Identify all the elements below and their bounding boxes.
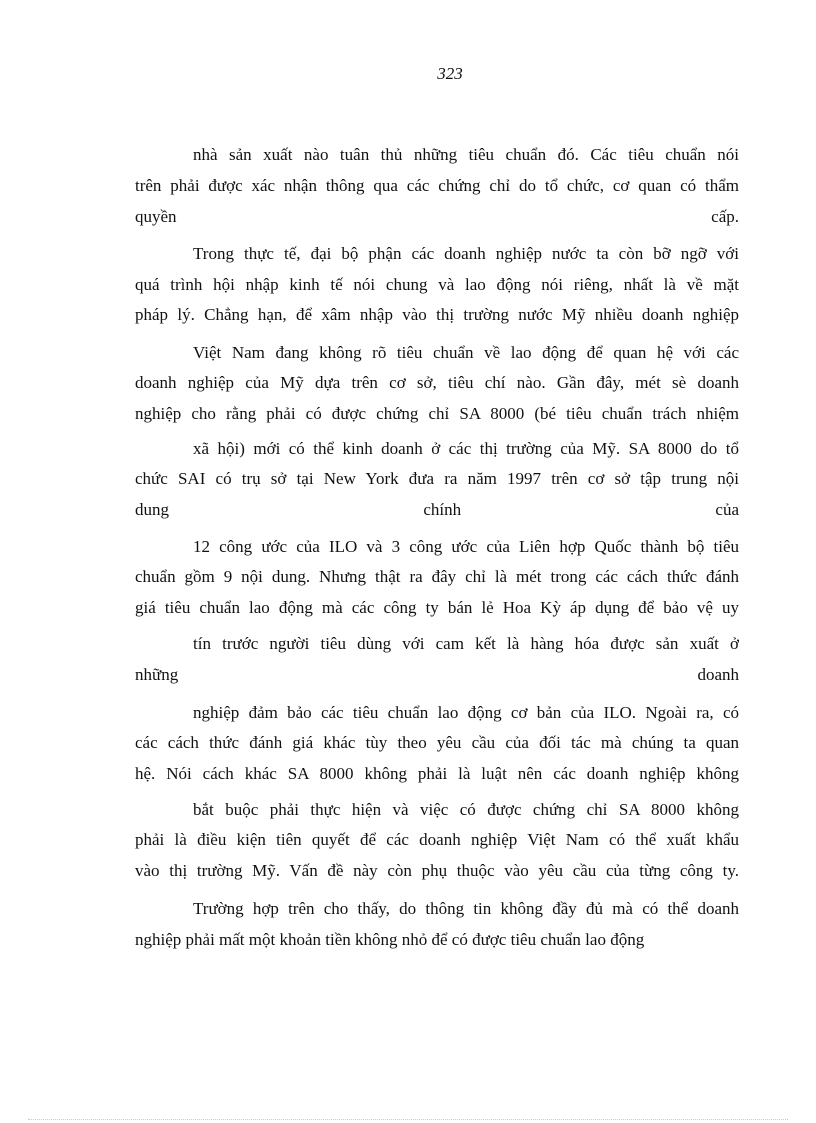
text-line: trên phải được xác nhận thông qua các chứng chỉ do tổ chức, cơ quan có thẩm bbox=[135, 176, 739, 195]
text-line: nhà sản xuất nào tuân thủ những tiêu chuẩn đó. Các tiêu chuẩn nói bbox=[193, 145, 739, 164]
text-line: chuẩn gồm 9 nội dung. Nhưng thật ra đây chỉ là mét trong các cách thức đánh bbox=[135, 567, 739, 586]
text-line: nghiệp cho rằng phải có được chứng chỉ SA 8000 (bé tiêu chuẩn trách nhiệm bbox=[135, 404, 739, 423]
text-line: xã hội) mới có thể kinh doanh ở các thị trường của Mỹ. SA 8000 do tổ bbox=[193, 439, 739, 458]
text-line: những doanh bbox=[135, 665, 739, 684]
text-line: các cách thức đánh giá khác tùy theo yêu cầu của đối tác mà chúng ta quan bbox=[135, 733, 739, 752]
footer-divider bbox=[28, 1119, 788, 1120]
text-line: quyền cấp. bbox=[135, 207, 739, 226]
text-line: phải là điều kiện tiên quyết để các doanh nghiệp Việt Nam có thể xuất khẩu bbox=[135, 830, 739, 849]
text-line: chức SAI có trụ sở tại New York đưa ra năm 1997 trên cơ sở tập trung nội bbox=[135, 469, 739, 488]
text-line: Trường hợp trên cho thấy, do thông tin không đầy đủ mà có thể doanh bbox=[193, 899, 739, 918]
text-line: doanh nghiệp của Mỹ dựa trên cơ sở, tiêu chí nào. Gần đây, mét sè doanh bbox=[135, 373, 739, 392]
text-line: quá trình hội nhập kinh tế nói chung và lao động nói riêng, nhất là về mặt bbox=[135, 275, 739, 294]
text-line: giá tiêu chuẩn lao động mà các công ty bán lẻ Hoa Kỳ áp dụng để bảo vệ uy bbox=[135, 598, 739, 617]
text-line: Việt Nam đang không rõ tiêu chuẩn về lao động để quan hệ với các bbox=[193, 343, 739, 362]
text-line: nghiệp phải mất một khoản tiền không nhỏ để có được tiêu chuẩn lao động bbox=[135, 930, 645, 949]
text-line: pháp lý. Chẳng hạn, để xâm nhập vào thị trường nước Mỹ nhiều doanh nghiệp bbox=[135, 305, 739, 324]
text-line: hệ. Nói cách khác SA 8000 không phải là luật nên các doanh nghiệp không bbox=[135, 764, 739, 783]
text-line: nghiệp đảm bảo các tiêu chuẩn lao động cơ bản của ILO. Ngoài ra, có bbox=[193, 703, 739, 722]
text-line: tín trước người tiêu dùng với cam kết là hàng hóa được sản xuất ở bbox=[193, 634, 739, 653]
text-line: Trong thực tế, đại bộ phận các doanh nghiệp nước ta còn bỡ ngỡ với bbox=[193, 244, 739, 263]
text-line: dung chính của bbox=[135, 500, 739, 519]
text-line: 12 công ước của ILO và 3 công ước của Liên hợp Quốc thành bộ tiêu bbox=[193, 537, 739, 556]
page-number: 323 bbox=[437, 64, 463, 83]
text-line: bắt buộc phải thực hiện và việc có được chứng chỉ SA 8000 không bbox=[193, 800, 739, 819]
text-line: vào thị trường Mỹ. Vấn đề này còn phụ thuộc vào yêu cầu của từng công ty. bbox=[135, 861, 739, 880]
